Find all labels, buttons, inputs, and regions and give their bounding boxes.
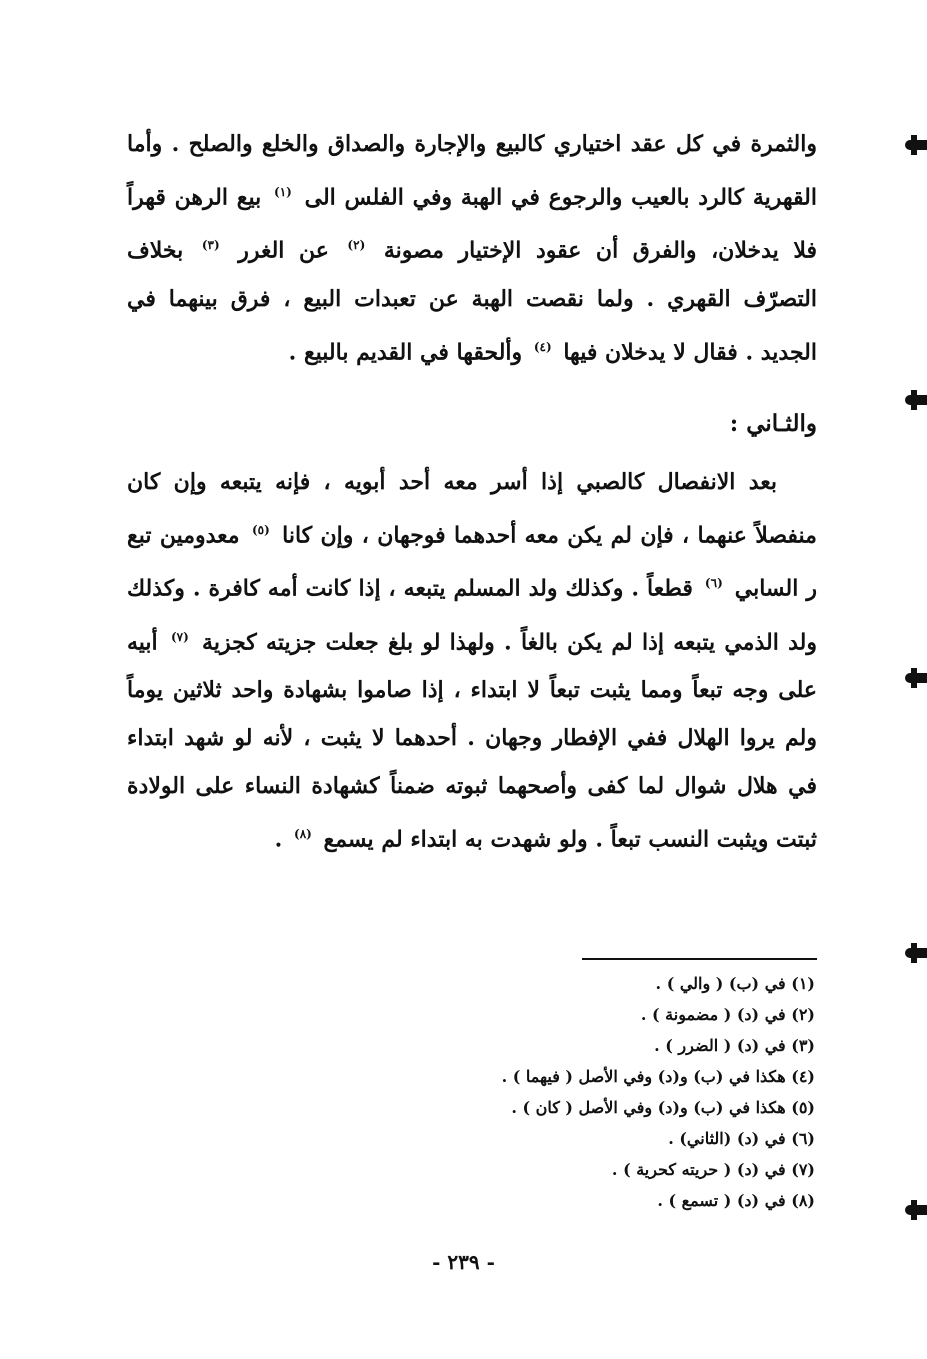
footnote-item: (٧) في (د) ( حريته كحرية ) . — [611, 1160, 815, 1179]
footnote-item: (٦) في (د) (الثاني) . — [668, 1129, 815, 1148]
paragraph-first — [127, 120, 817, 376]
section-heading: والثـاني : — [729, 410, 817, 437]
para1-text: بيع الرهن قهراً فلا — [127, 184, 817, 264]
footnote-ref[interactable]: (٨) — [294, 826, 312, 841]
footnote-item: (١) في (ب) ( والي ) . — [655, 974, 815, 993]
margin-marker-icon — [905, 673, 927, 683]
margin-marker-icon — [905, 140, 927, 150]
footnote-ref[interactable]: (١) — [274, 185, 292, 199]
footnote-ref[interactable]: (٥) — [251, 523, 270, 537]
para2-text: ولد الذمي يتبعه إذا لم يكن بالغاً . ولهذا لو بلغ جعلت جزيته كجزية — [202, 628, 817, 655]
footnote-ref[interactable]: (٧) — [170, 629, 189, 644]
footnote-item: (٥) هكذا في (ب) و(د) وفي الأصل ( كان ) . — [511, 1098, 815, 1117]
para2-text: . — [274, 826, 283, 853]
paragraph-body — [127, 458, 817, 863]
footnote-item: (٢) في (د) ( مضمونة ) . — [640, 1005, 815, 1024]
para2-text: ولو شهدت به ابتداء لم يسمع — [323, 826, 588, 853]
para2-text: ر السابي — [734, 575, 818, 602]
footnote-item: (٨) في (د) ( تسمع ) . — [657, 1191, 815, 1210]
margin-marker-icon — [905, 395, 927, 405]
para1-text: والثمرة في كل عقد اختياري كالبيع والإجارة والصداق والخلع والصلح . وأما — [127, 131, 817, 157]
para1-text: التصرّف القهري . ولما نقصت الهبة عن تعبدات البيع ، فرق بينهما في الجديد . — [127, 285, 817, 365]
para1-text: عن الغرر — [238, 237, 329, 264]
footnotes-list — [502, 968, 815, 1216]
footnote-ref[interactable]: (٣) — [201, 238, 220, 253]
footnote-ref[interactable]: (٢) — [347, 238, 366, 253]
para1-text: وألحقها في القديم بالبيع . — [288, 338, 523, 365]
margin-marker-icon — [905, 948, 927, 958]
footnote-ref[interactable]: (٦) — [704, 576, 723, 591]
para2-text: معدومين تبع — [127, 522, 240, 549]
para2-text: أبيه — [127, 628, 158, 655]
para2-text: بعد الانفصال كالصبي إذا أسر معه أحد أبويه ، فإنه يتبعه وإن كان منفصلاً — [127, 469, 817, 549]
para1-text: بخلاف — [127, 237, 184, 264]
footnote-ref[interactable]: (٤) — [533, 339, 552, 354]
para1-text: فقال لا يدخلان فيها — [563, 338, 738, 365]
para2-text: قطعاً . وكذلك ولد المسلم يتبعه ، إذا كانت أمه كافرة . وكذلك — [127, 575, 693, 602]
margin-marker-icon — [905, 1205, 927, 1215]
para2-text: عنهما ، فإن لم يكن معه أحدهما فوجهان ، وإن كانا — [282, 522, 747, 549]
para2-text: الهلال ففي الإفطار وجهان . أحدهما لا يثبت ، لأنه لو شهد ابتداء في هلال شوال — [127, 724, 817, 799]
footnote-item: (٣) في (د) ( الضرر ) . — [654, 1036, 815, 1055]
para1-text: القهرية كالرد بالعيب والرجوع في الهبة وفي الفلس الى — [304, 184, 817, 211]
paragraph-second — [127, 458, 817, 863]
para1-text: يدخلان، والفرق أن عقود الإختيار مصونة — [383, 237, 779, 264]
footnote-divider — [582, 958, 817, 960]
footnote-item: (٤) هكذا في (ب) و(د) وفي الأصل ( فيهما ) . — [501, 1067, 815, 1086]
page-number: - ٢٣٩ - — [432, 1250, 495, 1274]
para2-text: على وجه تبعاً ومما يثبت تبعاً لا ابتداء ، إذا صاموا بشهادة واحد ثلاثين يوماً ولم يروا — [127, 676, 817, 751]
para2-text: لما كفى وأصحهما ثبوته ضمناً كشهادة النساء على الولادة ثبتت ويثبت النسب تبعاً . — [127, 772, 817, 853]
